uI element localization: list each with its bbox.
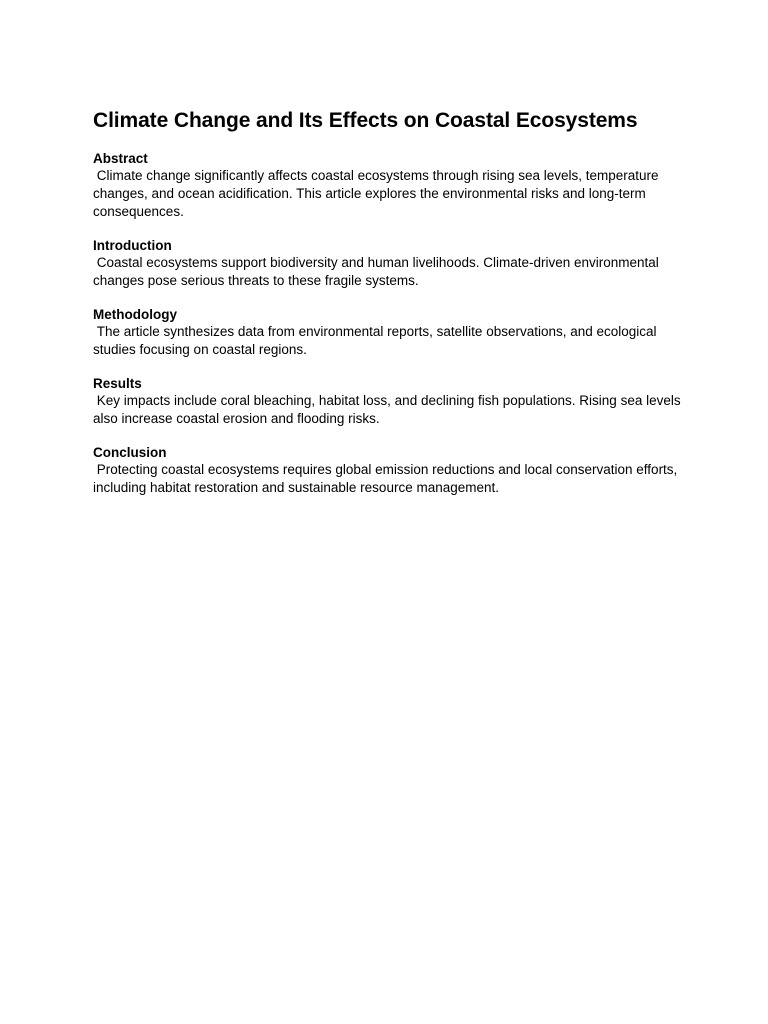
section-conclusion [93, 445, 683, 497]
section-body: The article synthesizes data from environmental reports, satellite observations, and ecological studies focusing on coastal regions. [93, 324, 661, 357]
section-heading: Introduction [93, 238, 172, 253]
section-heading: Methodology [93, 307, 177, 322]
section-introduction [93, 238, 683, 290]
section-heading: Abstract [93, 151, 148, 166]
section-body: Climate change significantly affects coastal ecosystems through rising sea levels, temperature changes, and ocean acidification. This article explores the environmental risks and long-term consequences. [93, 168, 663, 219]
section-heading: Conclusion [93, 445, 167, 460]
document-title: Climate Change and Its Effects on Coastal Ecosystems [93, 109, 638, 132]
section-body: Key impacts include coral bleaching, habitat loss, and declining fish populations. Rising sea levels also increase coastal erosion and flooding risks. [93, 393, 685, 426]
section-abstract [93, 151, 683, 221]
section-body: Coastal ecosystems support biodiversity and human livelihoods. Climate-driven environmental changes pose serious threats to these fragile systems. [93, 255, 663, 288]
section-results [93, 376, 683, 428]
section-heading: Results [93, 376, 142, 391]
section-methodology [93, 307, 683, 359]
document-page [93, 106, 683, 514]
section-body: Protecting coastal ecosystems requires global emission reductions and local conservation efforts, including habitat restoration and sustainable resource management. [93, 462, 682, 495]
